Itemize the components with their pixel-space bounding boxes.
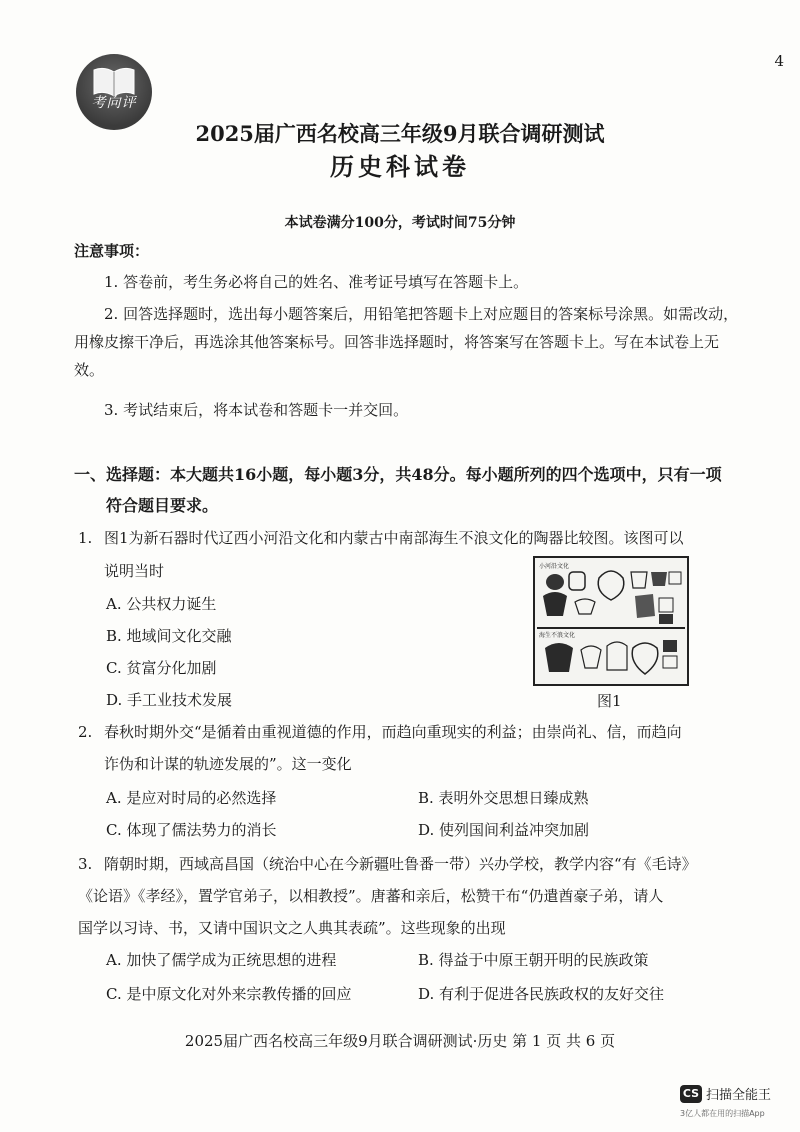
- note-item: 3. 考试结束后，将本试卷和答题卡一并交回。: [104, 401, 409, 419]
- figure-panel-bottom-label: 海生不浪文化: [539, 632, 576, 639]
- question-stem-cont: 《论语》《孝经》，置学官弟子，以相教授”。唐蕃和亲后，松赞干布“仍遣酋豪子弟，请人: [78, 887, 664, 905]
- notes-heading: 注意事项：: [74, 242, 150, 260]
- page-footer: 2025届广西名校高三年级9月联合调研测试·历史 第 1 页 共 6 页: [184, 1032, 616, 1050]
- pottery-figure: [533, 556, 689, 686]
- question-stem-cont: 诈伪和计谋的轨迹发展的”。这一变化: [104, 755, 352, 773]
- option-c: C. 是中原文化对外来宗教传播的回应: [106, 985, 352, 1003]
- section-heading: 一、选择题：本大题共16小题，每小题3分，共48分。每小题所列的四个选项中，只有一项: [74, 465, 722, 484]
- question-stem: 春秋时期外交“是循着由重视道德的作用，而趋向重现实的利益；由崇尚礼、信，而趋向: [104, 723, 682, 741]
- figure-label: 图1: [597, 692, 622, 710]
- scanner-slogan: 3亿人都在用的扫描App: [680, 1109, 765, 1118]
- option-a: A. 加快了儒学成为正统思想的进程: [106, 951, 337, 969]
- exam-subtitle: 历史科试卷: [330, 152, 470, 181]
- option-d: D. 手工业技术发展: [106, 691, 233, 709]
- page-corner-number: 4: [774, 52, 784, 70]
- note-item: 1. 答卷前，考生务必将自己的姓名、准考证号填写在答题卡上。: [104, 273, 529, 291]
- option-d: D. 使列国间利益冲突加剧: [418, 821, 590, 839]
- option-a: A. 是应对时局的必然选择: [106, 789, 277, 807]
- question-number: 2.: [78, 723, 93, 741]
- option-b: B. 地域间文化交融: [106, 627, 232, 645]
- option-a: A. 公共权力诞生: [106, 595, 217, 613]
- option-c: C. 体现了儒法势力的消长: [106, 821, 277, 839]
- note-item: 2. 回答选择题时，选出每小题答案后，用铅笔把答题卡上对应题目的答案标号涂黑。如需改动，用橡皮擦干净后，再选涂其他答案标号。回答非选择题时，将答案写在答题卡上。写在本试卷上无效。: [74, 305, 739, 379]
- option-b: B. 表明外交思想日臻成熟: [418, 789, 589, 807]
- exam-title: 2025届广西名校高三年级9月联合调研测试: [195, 121, 605, 146]
- question-stem: 隋朝时期，西域高昌国（统治中心在今新疆吐鲁番一带）兴办学校，教学内容“有《毛诗》: [104, 855, 697, 873]
- scanner-app-name: 扫描全能王: [706, 1088, 772, 1103]
- question-stem: 图1为新石器时代辽西小河沿文化和内蒙古中南部海生不浪文化的陶器比较图。该图可以: [104, 529, 684, 547]
- question-number: 3.: [78, 855, 93, 873]
- scanner-watermark: [680, 1084, 771, 1103]
- cs-logo-icon: CS: [680, 1085, 702, 1103]
- option-d: D. 有利于促进各民族政权的友好交往: [418, 985, 665, 1003]
- question-stem-cont: 说明当时: [104, 562, 165, 580]
- exam-info: 本试卷满分100分，考试时间75分钟: [284, 215, 516, 231]
- figure-panel-top-label: 小河沿文化: [539, 563, 570, 570]
- option-c: C. 贫富分化加剧: [106, 659, 217, 677]
- question-stem-cont: 国学以习诗、书，又请中国识文之人典其表疏”。这些现象的出现: [78, 919, 506, 937]
- section-heading-cont: 符合题目要求。: [106, 496, 219, 515]
- logo-text: 考向评: [91, 95, 137, 111]
- option-b: B. 得益于中原王朝开明的民族政策: [418, 951, 649, 969]
- question-number: 1.: [78, 529, 93, 547]
